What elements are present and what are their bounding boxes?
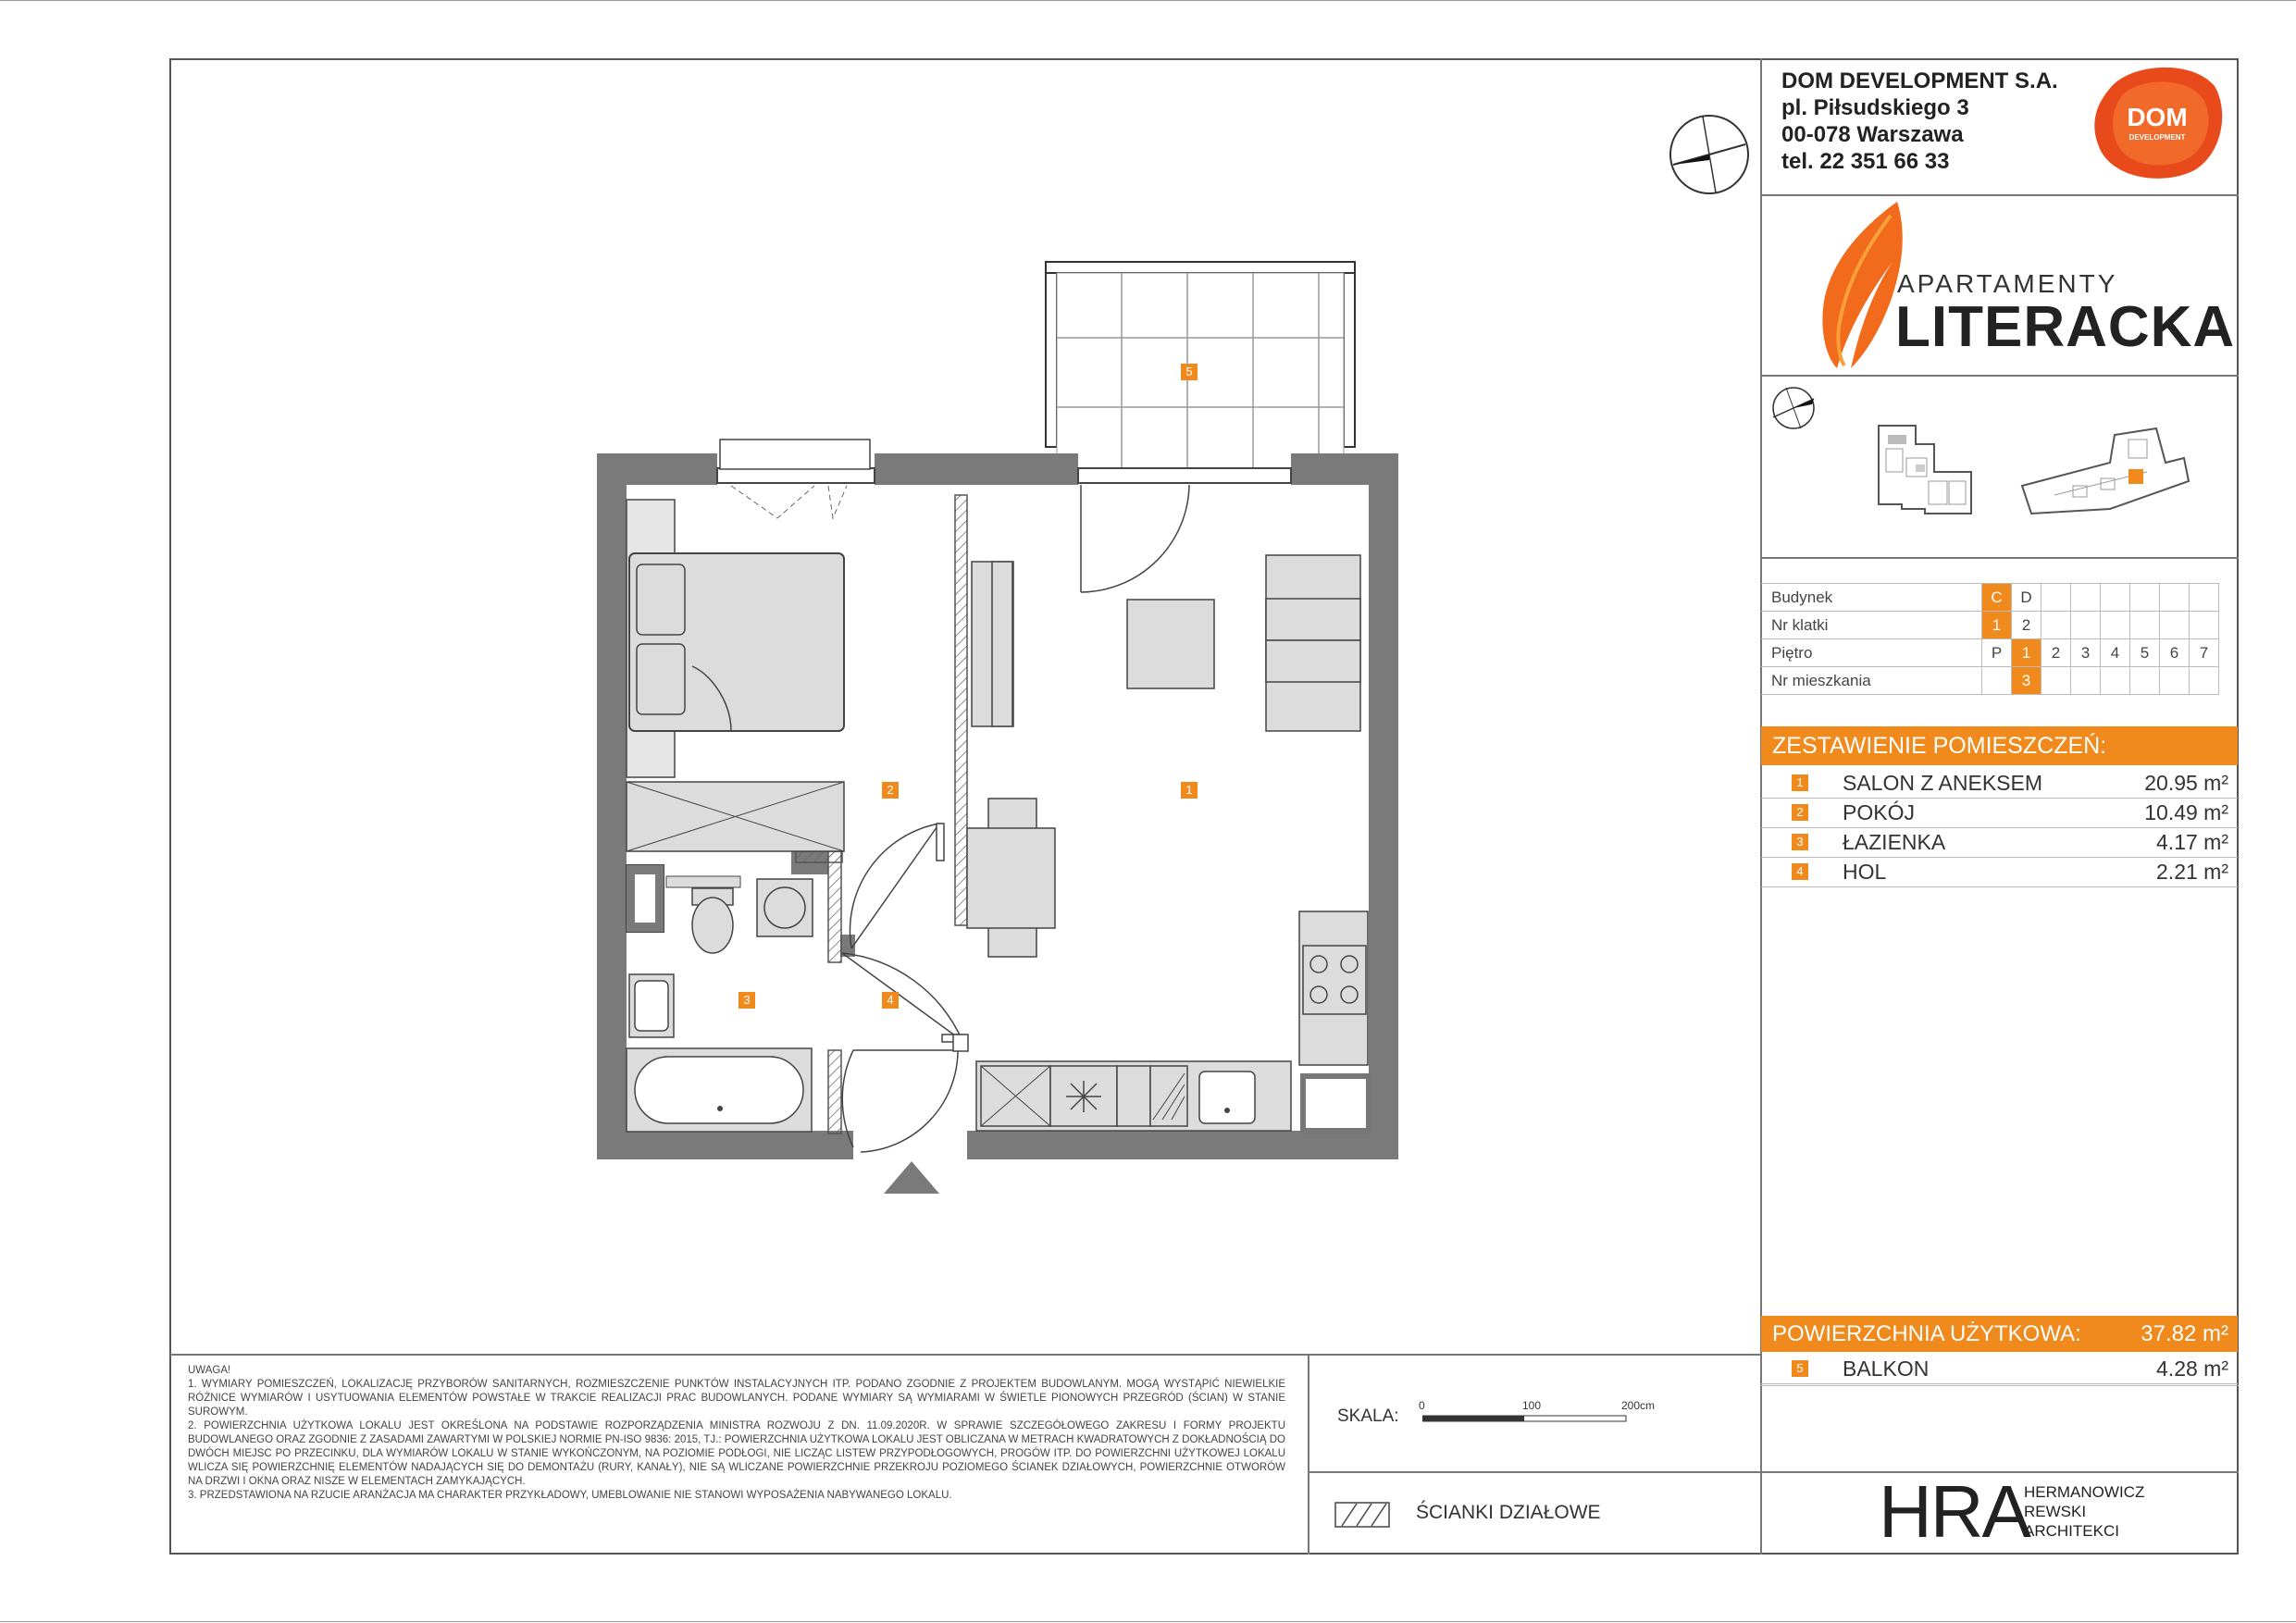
key-plan-building-c	[1869, 407, 1980, 518]
building-row	[1761, 584, 2219, 612]
company-address1: pl. Piłsudskiego 3	[1781, 95, 1969, 120]
usable-area-value: 37.82 m²	[2141, 1321, 2228, 1346]
site-compass-icon	[1769, 384, 1818, 432]
partition-wall	[828, 851, 841, 962]
washbasin	[629, 974, 674, 1037]
balcony	[1046, 262, 1355, 477]
company-address2: 00-078 Warszawa	[1781, 122, 1964, 147]
notes-separator	[1308, 1354, 1309, 1555]
plan-tag-balcony: 5	[1181, 364, 1198, 380]
plan-tag-bathroom: 3	[738, 992, 755, 1009]
title-line-5	[1760, 1385, 2239, 1386]
floor-3-cell: 3	[2071, 639, 2101, 667]
room-area: 2.21 m²	[2156, 860, 2228, 884]
entrance-door[interactable]	[842, 1035, 968, 1152]
dom-development-logo	[2090, 63, 2225, 181]
door-bathroom[interactable]	[842, 953, 962, 1042]
entrance-marker-icon	[884, 1161, 939, 1194]
usable-area-bar	[1761, 1316, 2238, 1352]
stairwell-row	[1761, 612, 2219, 639]
floor-7-cell: 7	[2190, 639, 2219, 667]
room-area: 20.95 m²	[2144, 771, 2228, 795]
balcony-name: BALKON	[1843, 1357, 1930, 1381]
legend-partition-label: ŚCIANKI DZIAŁOWE	[1416, 1502, 1601, 1523]
floor-label: Piętro	[1761, 639, 1982, 667]
building-c-cell: C	[1982, 584, 2012, 612]
company-name: DOM DEVELOPMENT S.A.	[1781, 68, 2058, 93]
key-plan-building-d	[2017, 421, 2193, 523]
scale-bar	[1422, 1413, 1644, 1426]
partition-wall	[955, 495, 967, 925]
notes-top-line	[169, 1354, 1761, 1356]
notes	[188, 1364, 1285, 1503]
floor-row	[1761, 639, 2219, 667]
room-name: SALON Z ANEKSEM	[1843, 771, 2043, 795]
floor-6-cell: 6	[2160, 639, 2190, 667]
apartment-number-cell: 3	[2012, 667, 2042, 695]
toilet	[692, 888, 733, 953]
room-row	[1761, 799, 2238, 828]
architect-name	[2024, 1482, 2144, 1541]
window-sill	[720, 440, 870, 469]
scale-label: SKALA:	[1337, 1406, 1399, 1426]
dom-logo-text: DOM	[2127, 103, 2188, 131]
plan-tag-bedroom: 2	[882, 782, 899, 799]
balcony-number: 5	[1792, 1360, 1808, 1377]
balcony-door[interactable]	[1081, 485, 1189, 592]
room-row	[1761, 828, 2238, 858]
usable-area-label: POWIERZCHNIA UŻYTKOWA:	[1772, 1321, 2081, 1346]
note-item: 1. WYMIARY POMIESZCZEŃ, LOKALIZACJĘ PRZYBORÓW SANITARNYCH, ROZMIESZCZENIE PUNKTÓW INSTALACYJNYCH ITP. PODANO ZGODNIE Z PROJEKTEM BUDOWLANYM. MOGĄ WYSTĄPIĆ NIEWIELKIE RÓŻNICE WYMIARÓW I USYTUOWANIA ELEMENTÓW POWSTAŁE W TRAKCIE REALIZACJI PRAC BUDOWLANYCH. PODANE WYMIARY SĄ WYMIARAMI W ŚWIETLE PIONOWYCH PRZEGRÓD (ŚCIAN) W STANIE SUROWYM.	[188, 1379, 1285, 1418]
floor-1-cell: 1	[2012, 639, 2042, 667]
stairwell-label: Nr klatki	[1761, 612, 1982, 639]
stairwell-2-cell: 2	[2012, 612, 2042, 639]
title-line-1	[1760, 194, 2239, 196]
room-area: 10.49 m²	[2144, 800, 2228, 824]
building-label: Budynek	[1761, 584, 1982, 612]
room-number: 2	[1792, 804, 1808, 821]
architect-line1: HERMANOWICZ	[2024, 1483, 2145, 1501]
washing-machine	[757, 879, 813, 936]
brand-line2: LITERACKA	[1895, 295, 2236, 359]
company-info	[1781, 68, 2058, 175]
bed	[627, 500, 844, 777]
room-row	[1761, 769, 2238, 799]
brand-line1: APARTAMENTY	[1897, 269, 2118, 298]
scale-tick-100: 100	[1522, 1399, 1542, 1412]
architect-mark: HRA	[1879, 1470, 2029, 1553]
coffee-table	[1127, 600, 1214, 688]
room-number: 4	[1792, 863, 1808, 880]
sofa	[1266, 555, 1360, 731]
apartment-row	[1761, 667, 2219, 695]
room-name: HOL	[1843, 860, 1887, 884]
dining-table	[967, 799, 1055, 957]
scale-tick-0: 0	[1419, 1399, 1425, 1412]
stairwell-1-cell: 1	[1982, 612, 2012, 639]
bottom-rule	[0, 1621, 2296, 1622]
balcony-door-frame	[1078, 468, 1291, 483]
apartment-info-table	[1761, 583, 2219, 695]
balcony-row	[1761, 1355, 2238, 1384]
window-top-left	[717, 468, 875, 483]
floor-4-cell: 4	[2101, 639, 2130, 667]
project-brand	[1809, 197, 2236, 373]
architect-line3: ARCHITEKCI	[2024, 1522, 2119, 1540]
floor-plan	[555, 250, 1416, 1203]
floor-5-cell: 5	[2130, 639, 2160, 667]
door-bedroom[interactable]	[850, 824, 944, 948]
legend-line	[1308, 1471, 1761, 1473]
rooms-header: ZESTAWIENIE POMIESZCZEŃ:	[1761, 726, 2238, 765]
room-name: ŁAZIENKA	[1843, 830, 1946, 854]
room-area: 4.17 m²	[2156, 830, 2228, 854]
note-item: 2. POWIERZCHNIA UŻYTKOWA LOKALU JEST OKREŚLONA NA PODSTAWIE ROZPORZĄDZENIA MINISTRA ROZWOJU Z DN. 11.09.2020R. W SPRAWIE SZCZEGÓŁOWEGO ZAKRESU I FORMY PROJEKTU BUDOWLANEGO ORAZ ZGODNIE Z ZASADAMI ZAWARTYMI W POLSKIEJ NORMIE PN-ISO 9836: 2015, TJ.: POWIERZCHNIA UŻYTKOWA LOKALU JEST OBLICZANA W METRACH KWADRATOWYCH Z DOKŁADNOŚCIĄ DO DWÓCH MIEJSC PO PRZECINKU, DLA WYMIARÓW LOKALU W STANIE WYKOŃCZONYM, NA POZIOMIE PODŁOGI, NIE LICZĄC LISTEW PRZYPODŁOGOWYCH, PROGÓW ITP. DO POWIERZCHNI UŻYTKOWEJ LOKALU WLICZA SIĘ POWIERZCHNIĘ ELEMENTÓW NADAJĄCYCH SIĘ DO DEMONTAŻU (RURY, KANAŁY), NIE SĄ WLICZANE POWIERZCHNIE PRZEKROJU POZIOMEGO ŚCIANEK DZIAŁOWYCH, POWIERZCHNIE OTWORÓW NA DRZWI I OKNA ORAZ NISZE W ELEMENTACH ZAMYKAJĄCYCH.	[188, 1420, 1285, 1487]
balcony-area: 4.28 m²	[2156, 1357, 2228, 1381]
floor-2-cell: 2	[2042, 639, 2071, 667]
apartment-label: Nr mieszkania	[1761, 667, 1982, 695]
room-row	[1761, 858, 2238, 887]
building-d-cell: D	[2012, 584, 2042, 612]
bathtub	[627, 1048, 812, 1132]
architect-line2: REWSKI	[2024, 1503, 2087, 1520]
top-rule	[0, 0, 2296, 1]
note-item: 3. PRZEDSTAWIONA NA RZUCIE ARANŻACJA MA CHARAKTER PRZYKŁADOWY, UMEBLOWANIE NIE STANOWI WYPOSAŻENIA NABYWANEGO LOKALU.	[188, 1490, 952, 1501]
partition-wall-hatch-icon	[1334, 1502, 1390, 1528]
scale-tick-200: 200cm	[1621, 1399, 1656, 1412]
title-line-2	[1760, 375, 2239, 377]
plan-tag-living: 1	[1181, 782, 1198, 799]
dom-logo-subtext: DEVELOPMENT	[2128, 133, 2186, 142]
room-name: POKÓJ	[1843, 800, 1915, 824]
notes-title: UWAGA!	[188, 1365, 231, 1376]
room-number: 1	[1792, 774, 1808, 791]
column-niche	[1303, 1076, 1369, 1131]
partition-wall	[828, 1050, 841, 1134]
room-number: 3	[1792, 834, 1808, 850]
floor-p-cell: P	[1982, 639, 2012, 667]
company-phone: tel. 22 351 66 33	[1781, 149, 1950, 174]
north-compass-icon	[1666, 111, 1753, 198]
title-line-3	[1760, 557, 2239, 559]
plan-tag-hall: 4	[882, 992, 899, 1009]
